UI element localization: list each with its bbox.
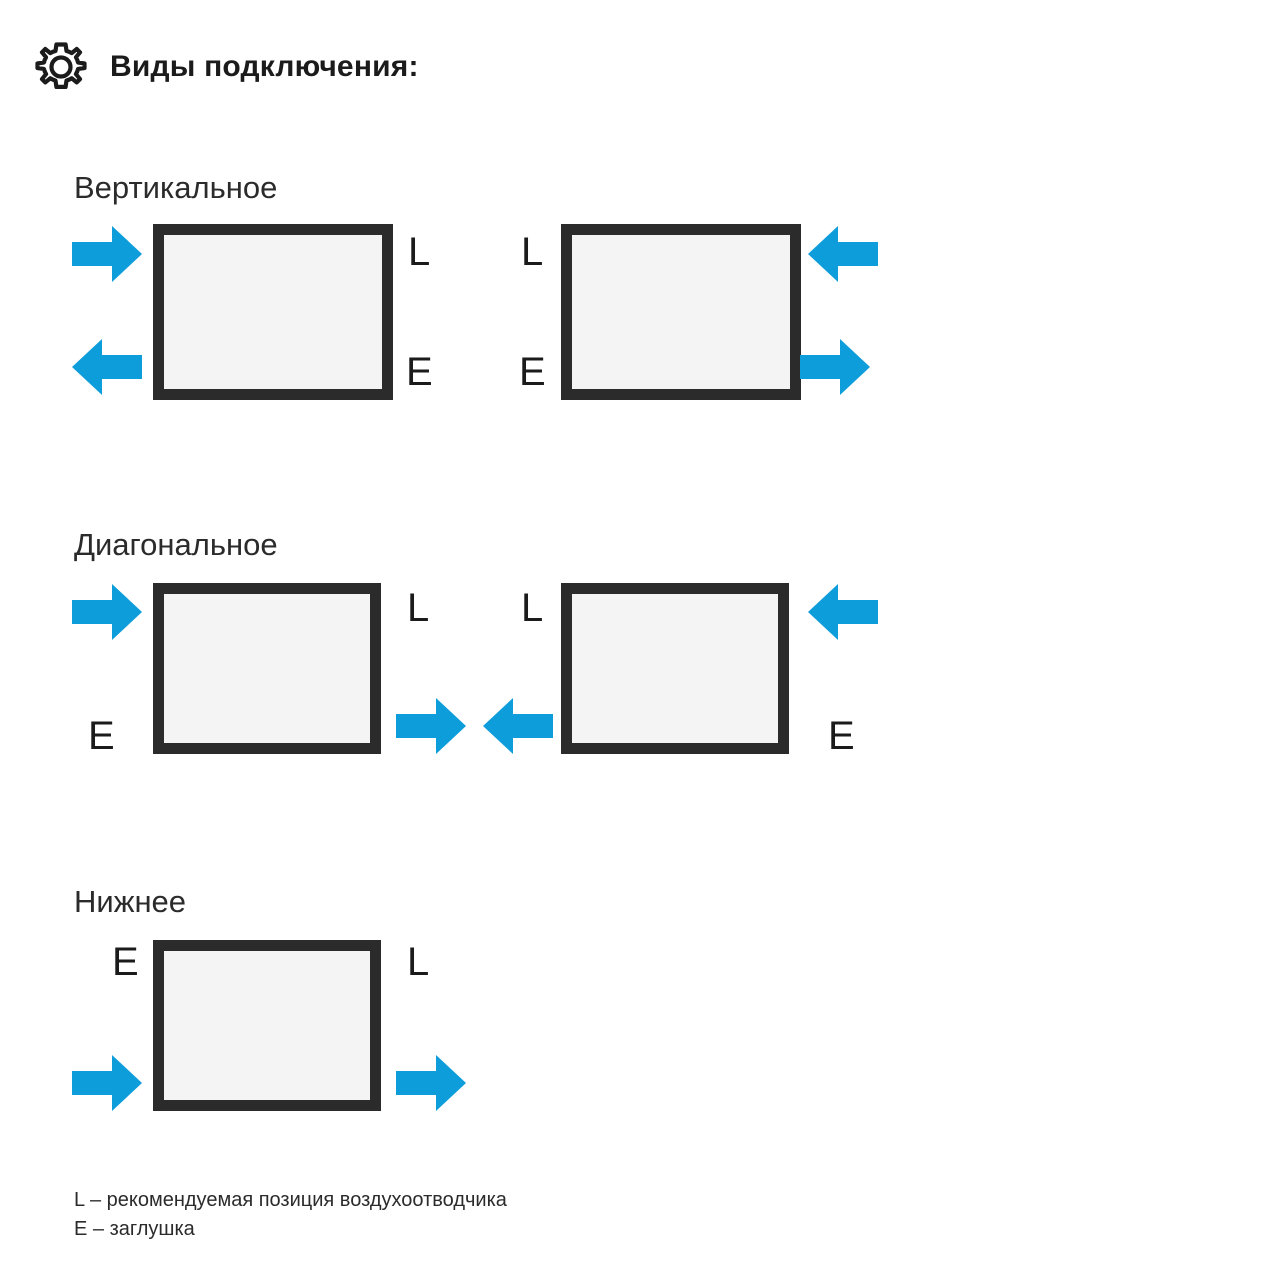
label-L-diagonal-right: L (521, 586, 544, 630)
radiator-diagonal-left (153, 583, 381, 754)
label-L-diagonal-left: L (407, 586, 430, 630)
arrow-out-left-bottom-vertical (72, 339, 142, 395)
label-L-vertical-left: L (408, 230, 431, 274)
arrow-in-left-top-diagonal (72, 584, 142, 640)
radiator-bottom (153, 940, 381, 1111)
legend (74, 1186, 507, 1244)
radiator-vertical-left (153, 224, 393, 400)
section-title-vertical: Вертикальное (74, 170, 278, 205)
arrow-in-right-top-diagonal (808, 584, 878, 640)
label-E-diagonal-right: E (828, 714, 855, 758)
label-L-bottom: L (407, 940, 430, 984)
legend-item-E: E – заглушка (74, 1218, 195, 1240)
label-E-bottom: E (112, 940, 139, 984)
section-title-bottom: Нижнее (74, 884, 187, 919)
arrow-out-right-bottom-diagonal-left (396, 698, 466, 754)
radiator-diagonal-right (561, 583, 789, 754)
label-E-diagonal-left: E (88, 714, 115, 758)
radiator-vertical-right (561, 224, 801, 400)
arrow-out-left-bottom-diagonal-right (483, 698, 553, 754)
arrow-in-right-top-vertical (808, 226, 878, 282)
arrow-out-right-bottom-vertical (800, 339, 870, 395)
page-title: Виды подключения: (110, 50, 419, 83)
page-header (34, 40, 419, 94)
legend-item-L: L – рекомендуемая позиция воздухоотводчика (74, 1189, 507, 1211)
arrow-out-right-bottom-bottom (396, 1055, 466, 1111)
arrow-in-left-top-vertical (72, 226, 142, 282)
label-E-vertical-left: E (406, 350, 433, 394)
section-title-diagonal: Диагональное (74, 527, 278, 562)
gear-icon (34, 40, 88, 94)
label-L-vertical-right: L (521, 230, 544, 274)
label-E-vertical-right: E (519, 350, 546, 394)
arrow-in-left-bottom-bottom (72, 1055, 142, 1111)
